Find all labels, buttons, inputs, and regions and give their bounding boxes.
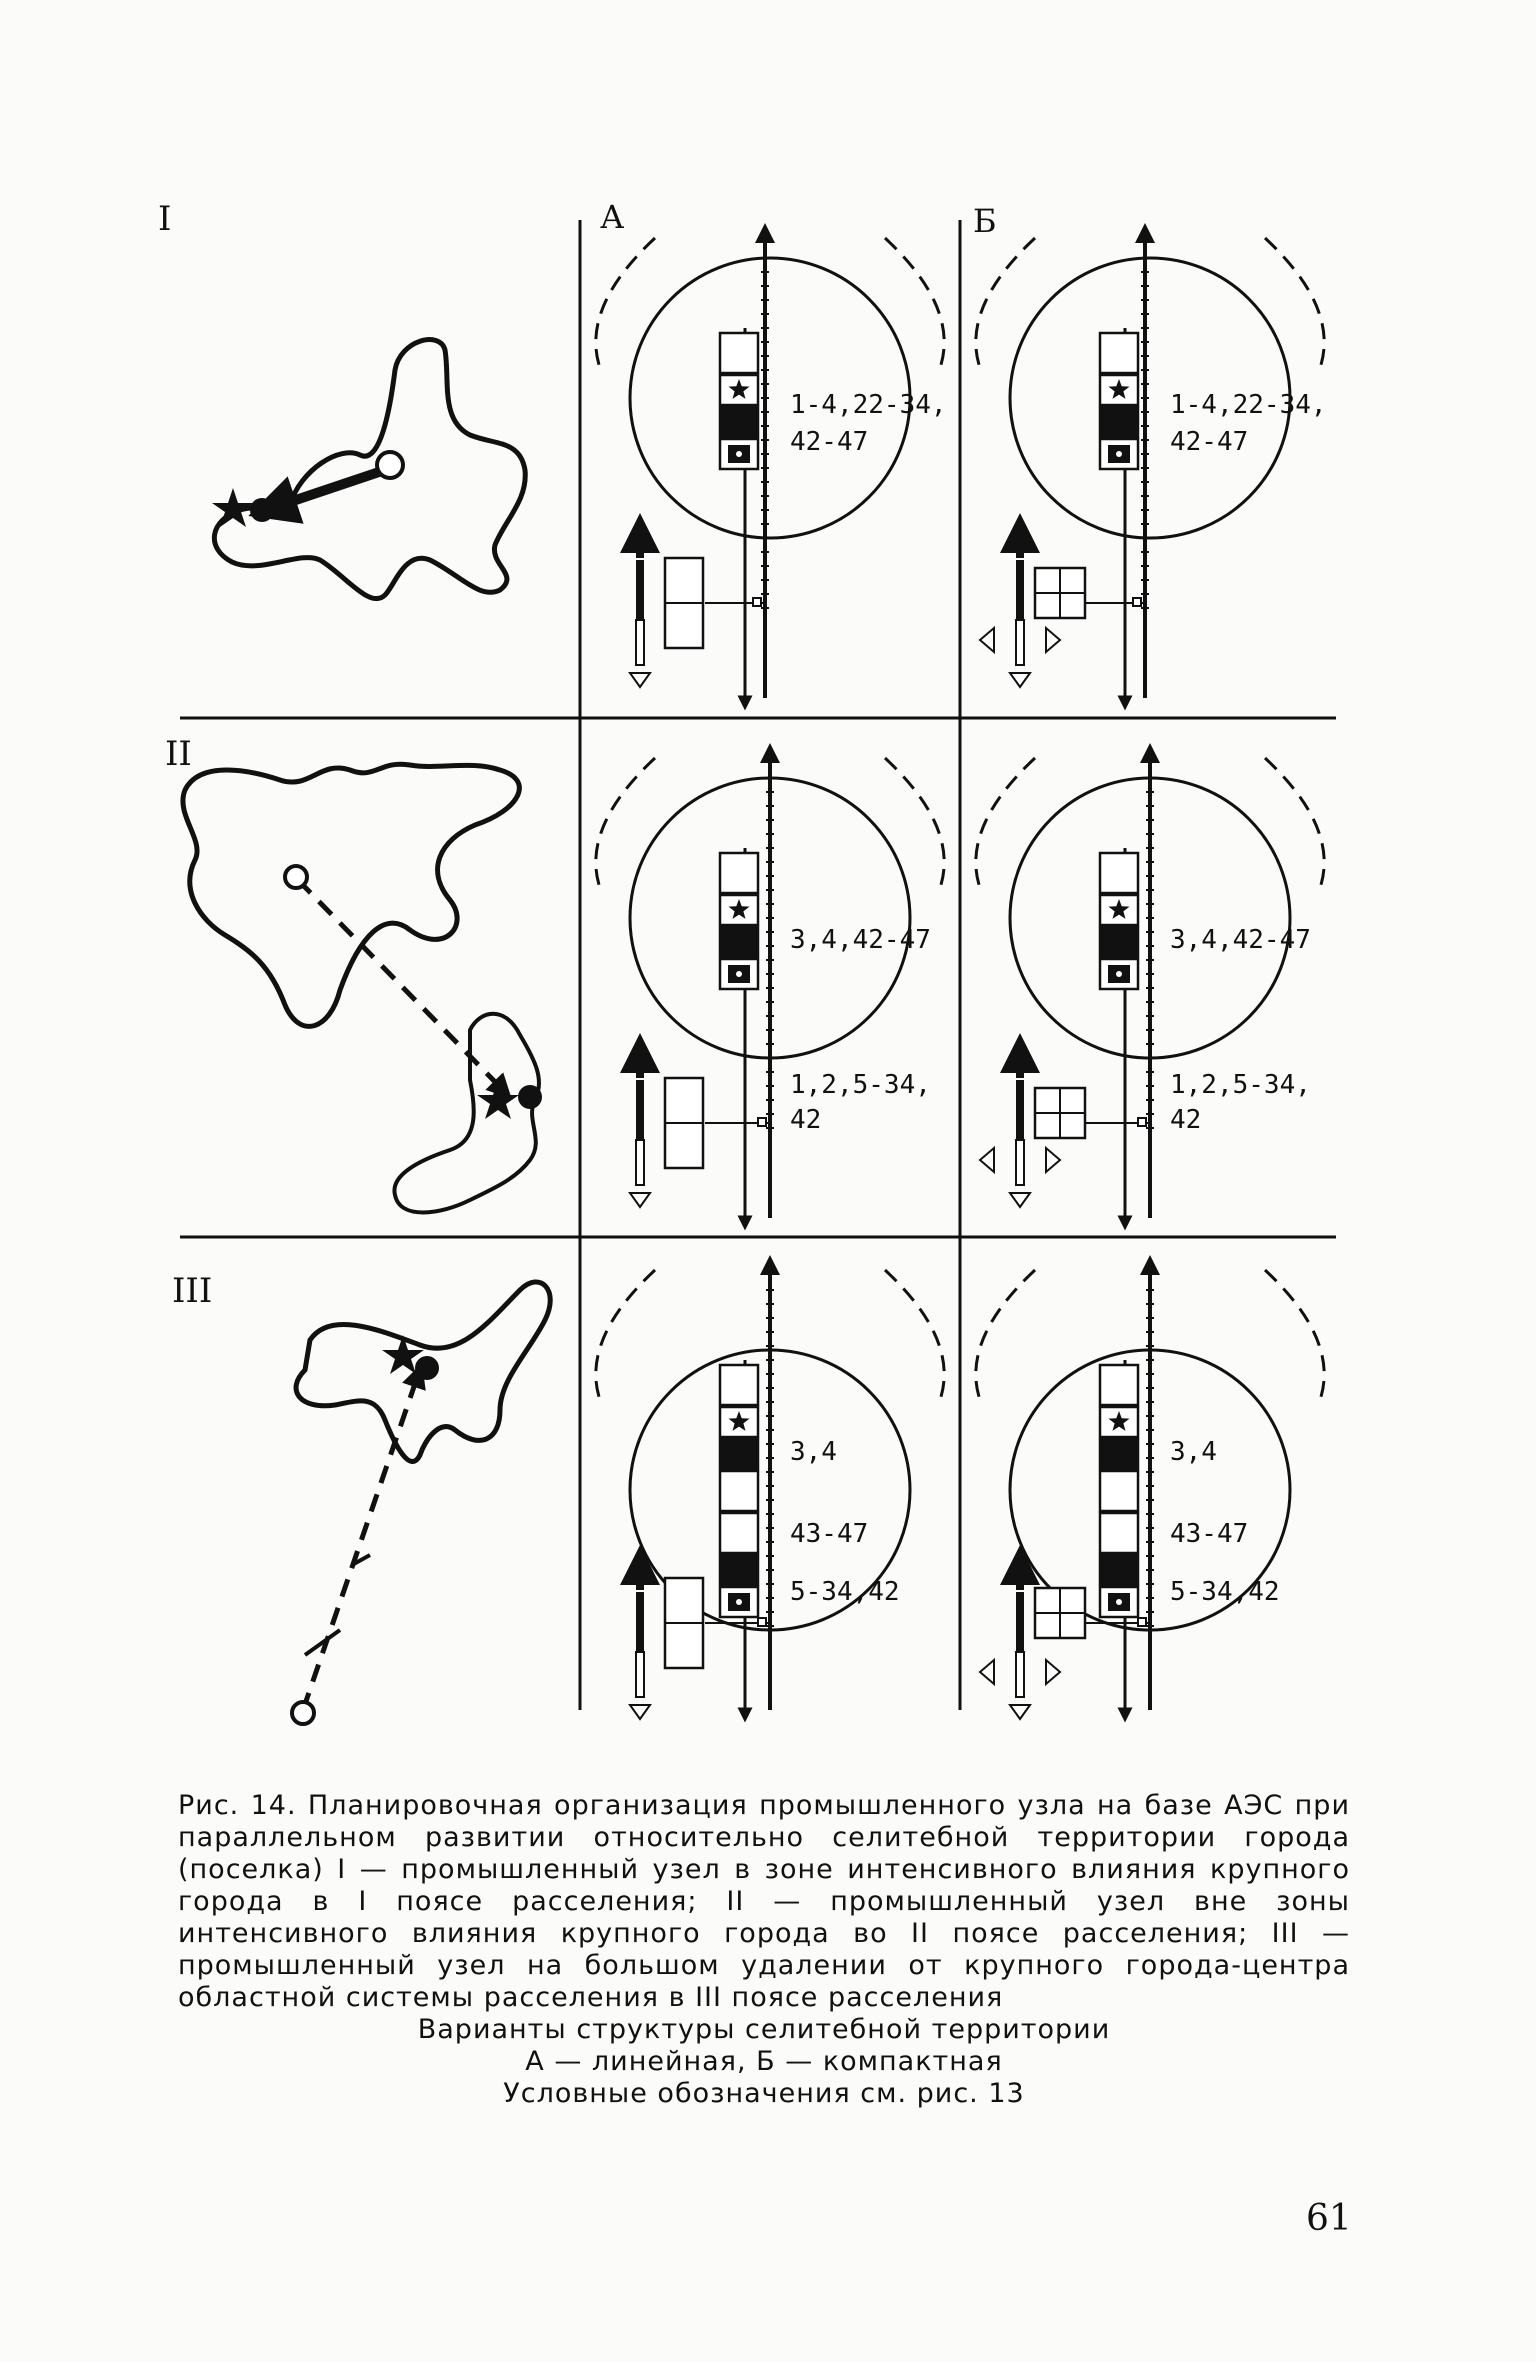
outflow-arrow-icon <box>630 1705 650 1719</box>
zone-arc <box>596 1270 655 1400</box>
left-arrow-icon <box>980 628 994 652</box>
zone-block <box>720 1439 758 1469</box>
star-icon <box>477 1080 519 1119</box>
zone-label: 1-4,22-34, <box>1170 390 1327 420</box>
zone-label: 42 <box>1170 1105 1202 1135</box>
zone-block <box>1100 927 1138 957</box>
page-number: 61 <box>1306 2198 1352 2239</box>
zone-label: 3,4,42-47 <box>1170 925 1311 955</box>
zone-label: 43-47 <box>790 1519 869 1549</box>
left-arrow-icon <box>980 1148 994 1172</box>
zone-label: 1,2,5-34, <box>1170 1070 1311 1100</box>
zone-label: 1-4,22-34, <box>790 390 947 420</box>
direction-arrow <box>303 1375 418 1710</box>
zone-arc <box>976 1270 1035 1400</box>
outflow-arrow-icon <box>630 673 650 687</box>
zone-block <box>1100 853 1138 893</box>
diagram-row3-a <box>596 1265 944 1719</box>
zone-block <box>1100 1471 1138 1511</box>
zone-block <box>720 1471 758 1511</box>
map-row-2 <box>183 764 542 1212</box>
right-arrow-icon <box>1046 1660 1060 1684</box>
zone-block <box>720 333 758 373</box>
zone-arc <box>976 238 1035 368</box>
direction-arrow <box>298 880 503 1090</box>
zone-label: 3,4 <box>1170 1437 1217 1467</box>
zone-arc <box>885 758 944 888</box>
zone-label: 42-47 <box>790 427 869 457</box>
zone-block <box>1100 1365 1138 1405</box>
zone-block <box>720 1555 758 1585</box>
caption-variants: Варианты структуры селитебной территории <box>417 2014 1111 2045</box>
right-arrow-icon <box>1046 1148 1060 1172</box>
zone-block <box>720 927 758 957</box>
zone-block <box>720 853 758 893</box>
zone-arc <box>885 1270 944 1400</box>
npp-icon <box>377 452 403 478</box>
zone-block <box>720 407 758 437</box>
diagram-row1-a <box>596 233 947 703</box>
zone-block <box>1100 1555 1138 1585</box>
left-arrow-icon <box>980 1660 994 1684</box>
diagram-row2-b <box>976 753 1324 1223</box>
zone-label: 42 <box>790 1105 822 1135</box>
zone-block <box>720 1365 758 1405</box>
zone-label: 3,4 <box>790 1437 837 1467</box>
city-dot-icon <box>415 1356 439 1380</box>
outflow-arrow-icon <box>630 1193 650 1207</box>
npp-icon <box>292 1702 314 1724</box>
zone-block <box>1100 1513 1138 1553</box>
npp-icon <box>285 866 307 888</box>
row-label-2: II <box>165 734 192 774</box>
caption-main: Рис. 14. Планировочная организация промышленного узла на базе АЭС при параллельном развитии относительно селитебной территории города (поселка) I — промышленный узел в зоне интенсивного влияния крупного города в I поясе расселения; II — промышленный узел вне зоны интенсивного влияния крупного города во II поясе расселения; III — промышленный узел на большом удалении от крупного города-центра областной системы расселения в III поясе расселения <box>178 1790 1350 2013</box>
diagram-row1-b <box>976 233 1327 703</box>
zone-arc <box>1265 1270 1324 1400</box>
zone-label: 3,4,42-47 <box>790 925 931 955</box>
zone-label: 1,2,5-34, <box>790 1070 931 1100</box>
zone-label: 42-47 <box>1170 427 1249 457</box>
column-header-b: Б <box>973 202 997 240</box>
right-arrow-icon <box>1046 628 1060 652</box>
zone-arc <box>1265 758 1324 888</box>
direction-arrow <box>272 470 385 508</box>
map-row-1 <box>212 340 525 599</box>
zone-block <box>720 1513 758 1553</box>
zone-block <box>1100 1439 1138 1469</box>
map-row-3 <box>292 1282 550 1724</box>
city-dot-icon <box>518 1085 542 1109</box>
figure-caption <box>178 1790 1350 2110</box>
caption-types: А — линейная, Б — компактная <box>525 2046 1003 2077</box>
row-label-3: III <box>172 1271 213 1311</box>
zone-arc <box>596 758 655 888</box>
city-dot-icon <box>250 498 274 522</box>
outflow-arrow-icon <box>1010 1705 1030 1719</box>
caption-legend-ref: Условные обозначения см. рис. 13 <box>503 2078 1025 2109</box>
zone-block <box>1100 333 1138 373</box>
column-header-a: А <box>600 198 625 236</box>
zone-label: 5-34,42 <box>1170 1577 1280 1607</box>
row-label-1: I <box>158 199 172 239</box>
zone-label: 43-47 <box>1170 1519 1249 1549</box>
outflow-arrow-icon <box>1010 673 1030 687</box>
diagram-row2-a <box>596 753 944 1223</box>
zone-arc <box>596 238 655 368</box>
outflow-arrow-icon <box>1010 1193 1030 1207</box>
diagram-row3-b <box>976 1265 1324 1719</box>
zone-arc <box>1265 238 1324 368</box>
zone-arc <box>976 758 1035 888</box>
zone-block <box>1100 407 1138 437</box>
zone-arc <box>885 238 944 368</box>
zone-label: 5-34,42 <box>790 1577 900 1607</box>
